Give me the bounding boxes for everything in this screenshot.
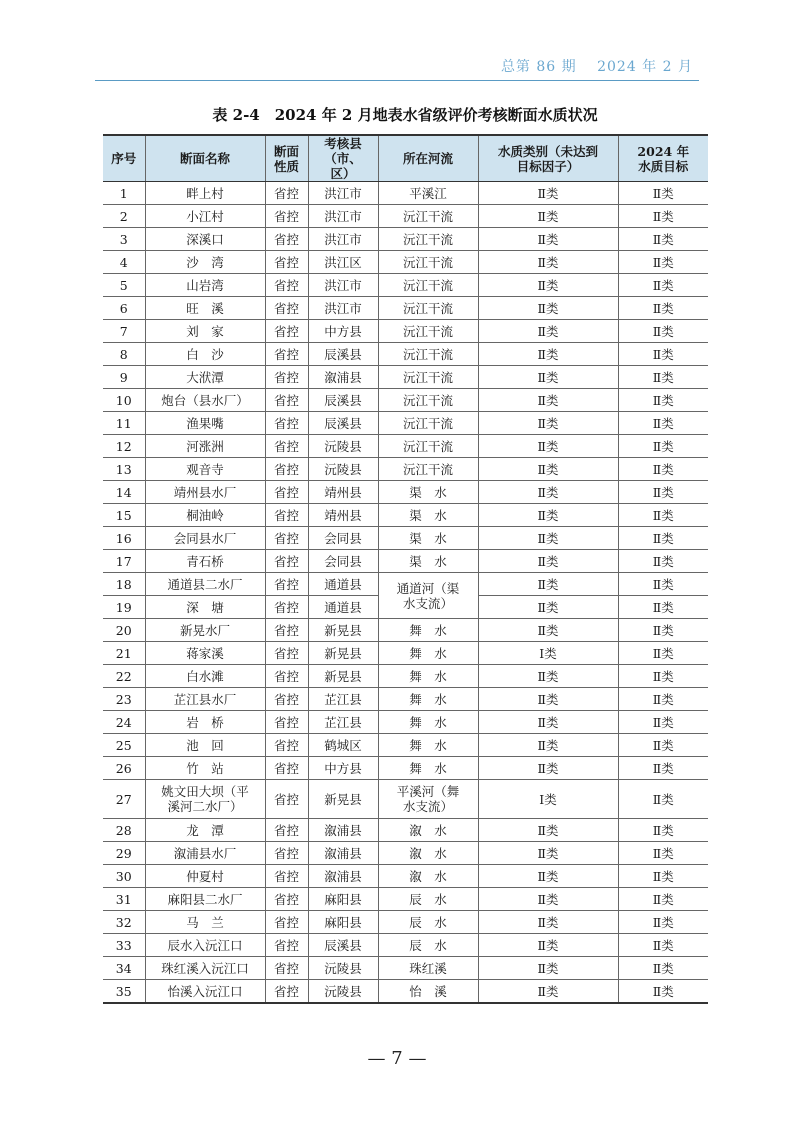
cell-no: 5 [103, 274, 145, 297]
cell-nature: 省控 [265, 297, 308, 320]
cell-target: Ⅱ类 [618, 596, 708, 619]
table-row [103, 757, 708, 780]
cell-name: 仲夏村 [145, 865, 265, 888]
cell-river: 辰 水 [378, 911, 478, 934]
cell-target: Ⅱ类 [618, 550, 708, 573]
cell-no: 11 [103, 412, 145, 435]
cell-nature: 省控 [265, 688, 308, 711]
cell-river: 沅江干流 [378, 435, 478, 458]
cell-county: 新晃县 [308, 619, 378, 642]
cell-county: 沅陵县 [308, 957, 378, 980]
cell-nature: 省控 [265, 320, 308, 343]
cell-county: 洪江市 [308, 205, 378, 228]
cell-name: 旺 溪 [145, 297, 265, 320]
cell-target: Ⅱ类 [618, 642, 708, 665]
table-row [103, 780, 708, 819]
cell-river: 溆 水 [378, 865, 478, 888]
cell-name: 岩 桥 [145, 711, 265, 734]
cell-no: 31 [103, 888, 145, 911]
cell-county: 通道县 [308, 596, 378, 619]
cell-quality: Ⅱ类 [478, 251, 618, 274]
cell-target: Ⅱ类 [618, 980, 708, 1004]
table-row [103, 865, 708, 888]
cell-county: 靖州县 [308, 504, 378, 527]
table-row [103, 934, 708, 957]
cell-nature: 省控 [265, 205, 308, 228]
cell-county: 辰溪县 [308, 934, 378, 957]
cell-quality: Ⅱ类 [478, 819, 618, 842]
table-row [103, 297, 708, 320]
cell-nature: 省控 [265, 780, 308, 819]
cell-river: 沅江干流 [378, 297, 478, 320]
cell-quality: Ⅱ类 [478, 842, 618, 865]
cell-name: 竹 站 [145, 757, 265, 780]
cell-name: 大洑潭 [145, 366, 265, 389]
cell-river: 渠 水 [378, 504, 478, 527]
cell-quality: Ⅱ类 [478, 205, 618, 228]
cell-river: 沅江干流 [378, 366, 478, 389]
cell-quality: Ⅱ类 [478, 596, 618, 619]
cell-name: 小江村 [145, 205, 265, 228]
table-header-row [103, 135, 708, 182]
cell-no: 7 [103, 320, 145, 343]
cell-nature: 省控 [265, 527, 308, 550]
cell-nature: 省控 [265, 182, 308, 205]
cell-nature: 省控 [265, 366, 308, 389]
table-row [103, 527, 708, 550]
cell-quality: Ⅱ类 [478, 734, 618, 757]
cell-nature: 省控 [265, 842, 308, 865]
table-row [103, 911, 708, 934]
cell-target: Ⅱ类 [618, 274, 708, 297]
cell-river: 舞 水 [378, 711, 478, 734]
cell-target: Ⅱ类 [618, 297, 708, 320]
col-header-target: 2024 年水质目标 [618, 135, 708, 182]
cell-nature: 省控 [265, 228, 308, 251]
cell-nature: 省控 [265, 888, 308, 911]
table-row [103, 389, 708, 412]
cell-quality: Ⅱ类 [478, 619, 618, 642]
cell-nature: 省控 [265, 412, 308, 435]
cell-county: 溆浦县 [308, 366, 378, 389]
cell-county: 新晃县 [308, 780, 378, 819]
cell-name: 白 沙 [145, 343, 265, 366]
cell-target: Ⅱ类 [618, 865, 708, 888]
cell-name: 沙 湾 [145, 251, 265, 274]
cell-no: 2 [103, 205, 145, 228]
cell-river: 沅江干流 [378, 412, 478, 435]
cell-river: 舞 水 [378, 757, 478, 780]
cell-no: 29 [103, 842, 145, 865]
cell-quality: Ⅱ类 [478, 228, 618, 251]
cell-nature: 省控 [265, 665, 308, 688]
cell-no: 15 [103, 504, 145, 527]
cell-quality: Ⅱ类 [478, 504, 618, 527]
cell-county: 溆浦县 [308, 819, 378, 842]
table-row [103, 504, 708, 527]
cell-quality: Ⅱ类 [478, 865, 618, 888]
cell-county: 辰溪县 [308, 412, 378, 435]
cell-quality: Ⅱ类 [478, 980, 618, 1004]
cell-no: 28 [103, 819, 145, 842]
cell-county: 会同县 [308, 527, 378, 550]
cell-quality: Ⅱ类 [478, 688, 618, 711]
page-number: — 7 — [367, 1048, 427, 1069]
table-row [103, 228, 708, 251]
cell-nature: 省控 [265, 642, 308, 665]
cell-name: 辰水入沅江口 [145, 934, 265, 957]
col-header-quality: 水质类别（未达到目标因子） [478, 135, 618, 182]
cell-nature: 省控 [265, 274, 308, 297]
cell-target: Ⅱ类 [618, 911, 708, 934]
cell-nature: 省控 [265, 504, 308, 527]
cell-name: 渔果嘴 [145, 412, 265, 435]
cell-nature: 省控 [265, 573, 308, 596]
cell-county: 沅陵县 [308, 980, 378, 1004]
cell-quality: Ⅱ类 [478, 957, 618, 980]
cell-quality: Ⅱ类 [478, 320, 618, 343]
cell-quality: Ⅱ类 [478, 911, 618, 934]
cell-no: 22 [103, 665, 145, 688]
cell-county: 溆浦县 [308, 865, 378, 888]
table-row [103, 435, 708, 458]
cell-river: 沅江干流 [378, 343, 478, 366]
cell-no: 8 [103, 343, 145, 366]
cell-name: 靖州县水厂 [145, 481, 265, 504]
cell-name: 蒋家溪 [145, 642, 265, 665]
cell-target: Ⅱ类 [618, 182, 708, 205]
cell-county: 中方县 [308, 757, 378, 780]
cell-name: 芷江县水厂 [145, 688, 265, 711]
cell-no: 23 [103, 688, 145, 711]
cell-target: Ⅱ类 [618, 665, 708, 688]
table-row [103, 320, 708, 343]
cell-target: Ⅱ类 [618, 711, 708, 734]
cell-river: 舞 水 [378, 688, 478, 711]
cell-no: 19 [103, 596, 145, 619]
cell-county: 洪江市 [308, 182, 378, 205]
cell-name: 珠红溪入沅江口 [145, 957, 265, 980]
cell-name: 深溪口 [145, 228, 265, 251]
cell-quality: Ⅱ类 [478, 757, 618, 780]
cell-no: 25 [103, 734, 145, 757]
cell-county: 中方县 [308, 320, 378, 343]
cell-quality: Ⅱ类 [478, 481, 618, 504]
cell-nature: 省控 [265, 734, 308, 757]
col-header-name: 断面名称 [145, 135, 265, 182]
table-row [103, 980, 708, 1004]
cell-name: 观音寺 [145, 458, 265, 481]
cell-no: 20 [103, 619, 145, 642]
cell-name: 青石桥 [145, 550, 265, 573]
table-row [103, 343, 708, 366]
cell-quality: Ⅱ类 [478, 573, 618, 596]
table-row [103, 819, 708, 842]
cell-nature: 省控 [265, 819, 308, 842]
cell-river: 沅江干流 [378, 251, 478, 274]
cell-no: 30 [103, 865, 145, 888]
cell-river: 怡 溪 [378, 980, 478, 1004]
col-header-nature: 断面性质 [265, 135, 308, 182]
cell-quality: Ⅱ类 [478, 297, 618, 320]
cell-target: Ⅱ类 [618, 757, 708, 780]
cell-no: 17 [103, 550, 145, 573]
col-header-county: 考核县（市、区） [308, 135, 378, 182]
table-row [103, 366, 708, 389]
cell-river: 渠 水 [378, 550, 478, 573]
cell-quality: Ⅱ类 [478, 182, 618, 205]
cell-no: 13 [103, 458, 145, 481]
cell-target: Ⅱ类 [618, 412, 708, 435]
cell-county: 靖州县 [308, 481, 378, 504]
table-row [103, 688, 708, 711]
cell-target: Ⅱ类 [618, 957, 708, 980]
cell-no: 14 [103, 481, 145, 504]
cell-quality: Ⅰ类 [478, 780, 618, 819]
cell-target: Ⅱ类 [618, 573, 708, 596]
cell-no: 35 [103, 980, 145, 1004]
table-row [103, 642, 708, 665]
cell-no: 33 [103, 934, 145, 957]
cell-no: 9 [103, 366, 145, 389]
cell-target: Ⅱ类 [618, 205, 708, 228]
cell-county: 洪江区 [308, 251, 378, 274]
cell-no: 10 [103, 389, 145, 412]
cell-target: Ⅱ类 [618, 389, 708, 412]
table-row [103, 619, 708, 642]
cell-nature: 省控 [265, 911, 308, 934]
cell-nature: 省控 [265, 343, 308, 366]
table-row [103, 412, 708, 435]
cell-target: Ⅱ类 [618, 527, 708, 550]
cell-no: 24 [103, 711, 145, 734]
cell-county: 麻阳县 [308, 911, 378, 934]
cell-name: 河涨洲 [145, 435, 265, 458]
cell-county: 沅陵县 [308, 458, 378, 481]
cell-no: 16 [103, 527, 145, 550]
cell-no: 26 [103, 757, 145, 780]
cell-name: 池 回 [145, 734, 265, 757]
cell-quality: Ⅱ类 [478, 888, 618, 911]
cell-county: 鹤城区 [308, 734, 378, 757]
table-row [103, 274, 708, 297]
table-row [103, 665, 708, 688]
cell-county: 麻阳县 [308, 888, 378, 911]
cell-target: Ⅱ类 [618, 934, 708, 957]
col-header-no: 序号 [103, 135, 145, 182]
cell-quality: Ⅱ类 [478, 665, 618, 688]
cell-target: Ⅱ类 [618, 888, 708, 911]
cell-river: 溆 水 [378, 819, 478, 842]
cell-nature: 省控 [265, 481, 308, 504]
cell-county: 通道县 [308, 573, 378, 596]
cell-no: 12 [103, 435, 145, 458]
cell-county: 辰溪县 [308, 389, 378, 412]
cell-river: 辰 水 [378, 934, 478, 957]
cell-no: 32 [103, 911, 145, 934]
table-row [103, 182, 708, 205]
cell-no: 34 [103, 957, 145, 980]
cell-nature: 省控 [265, 458, 308, 481]
cell-river: 舞 水 [378, 619, 478, 642]
cell-nature: 省控 [265, 711, 308, 734]
cell-quality: Ⅱ类 [478, 412, 618, 435]
table-row [103, 888, 708, 911]
table-row [103, 711, 708, 734]
cell-quality: Ⅱ类 [478, 458, 618, 481]
cell-no: 3 [103, 228, 145, 251]
cell-name: 山岩湾 [145, 274, 265, 297]
cell-name: 深 塘 [145, 596, 265, 619]
cell-river: 沅江干流 [378, 228, 478, 251]
cell-no: 21 [103, 642, 145, 665]
cell-name: 畔上村 [145, 182, 265, 205]
cell-quality: Ⅱ类 [478, 389, 618, 412]
cell-name: 桐油岭 [145, 504, 265, 527]
cell-nature: 省控 [265, 865, 308, 888]
cell-quality: Ⅱ类 [478, 435, 618, 458]
cell-nature: 省控 [265, 980, 308, 1004]
cell-county: 辰溪县 [308, 343, 378, 366]
cell-target: Ⅱ类 [618, 780, 708, 819]
cell-river: 舞 水 [378, 734, 478, 757]
cell-river: 平溪江 [378, 182, 478, 205]
table-row [103, 573, 708, 596]
cell-quality: Ⅱ类 [478, 366, 618, 389]
cell-no: 1 [103, 182, 145, 205]
cell-target: Ⅱ类 [618, 228, 708, 251]
cell-county: 洪江市 [308, 297, 378, 320]
cell-quality: Ⅱ类 [478, 934, 618, 957]
cell-no: 18 [103, 573, 145, 596]
cell-river: 通道河（渠水支流） [378, 573, 478, 619]
table-row [103, 957, 708, 980]
cell-target: Ⅱ类 [618, 819, 708, 842]
cell-target: Ⅱ类 [618, 481, 708, 504]
cell-river: 沅江干流 [378, 320, 478, 343]
cell-name: 新晃水厂 [145, 619, 265, 642]
cell-target: Ⅱ类 [618, 504, 708, 527]
cell-river: 珠红溪 [378, 957, 478, 980]
table-row [103, 550, 708, 573]
cell-name: 马 兰 [145, 911, 265, 934]
cell-county: 芷江县 [308, 688, 378, 711]
cell-quality: Ⅱ类 [478, 550, 618, 573]
cell-target: Ⅱ类 [618, 251, 708, 274]
cell-nature: 省控 [265, 389, 308, 412]
cell-nature: 省控 [265, 596, 308, 619]
running-header-text: 总第 86 期 2024 年 2 月 [500, 59, 693, 75]
cell-no: 6 [103, 297, 145, 320]
cell-nature: 省控 [265, 435, 308, 458]
cell-river: 辰 水 [378, 888, 478, 911]
cell-no: 4 [103, 251, 145, 274]
cell-river: 沅江干流 [378, 458, 478, 481]
col-header-river: 所在河流 [378, 135, 478, 182]
cell-name: 溆浦县水厂 [145, 842, 265, 865]
table-title: 表 2-4 2024 年 2 月地表水省级评价考核断面水质状况 [212, 106, 598, 124]
cell-target: Ⅱ类 [618, 842, 708, 865]
table-row [103, 481, 708, 504]
cell-name: 刘 家 [145, 320, 265, 343]
cell-river: 渠 水 [378, 481, 478, 504]
cell-county: 沅陵县 [308, 435, 378, 458]
cell-target: Ⅱ类 [618, 688, 708, 711]
cell-quality: Ⅱ类 [478, 343, 618, 366]
cell-name: 麻阳县二水厂 [145, 888, 265, 911]
cell-nature: 省控 [265, 934, 308, 957]
cell-river: 舞 水 [378, 665, 478, 688]
cell-river: 平溪河（舞水支流） [378, 780, 478, 819]
cell-county: 洪江市 [308, 228, 378, 251]
cell-quality: Ⅱ类 [478, 527, 618, 550]
cell-name: 白水滩 [145, 665, 265, 688]
cell-nature: 省控 [265, 757, 308, 780]
cell-target: Ⅱ类 [618, 619, 708, 642]
cell-county: 新晃县 [308, 642, 378, 665]
running-header [95, 56, 699, 81]
cell-nature: 省控 [265, 619, 308, 642]
cell-name: 会同县水厂 [145, 527, 265, 550]
cell-county: 溆浦县 [308, 842, 378, 865]
cell-nature: 省控 [265, 251, 308, 274]
cell-quality: Ⅱ类 [478, 274, 618, 297]
cell-target: Ⅱ类 [618, 435, 708, 458]
table-row [103, 251, 708, 274]
cell-river: 沅江干流 [378, 274, 478, 297]
cell-river: 溆 水 [378, 842, 478, 865]
table-body [103, 182, 708, 1004]
cell-target: Ⅱ类 [618, 366, 708, 389]
cell-river: 舞 水 [378, 642, 478, 665]
cell-name: 龙 潭 [145, 819, 265, 842]
cell-county: 会同县 [308, 550, 378, 573]
cell-nature: 省控 [265, 957, 308, 980]
table-row [103, 842, 708, 865]
cell-name: 怡溪入沅江口 [145, 980, 265, 1004]
table-row [103, 205, 708, 228]
cell-nature: 省控 [265, 550, 308, 573]
cell-river: 沅江干流 [378, 389, 478, 412]
cell-name: 通道县二水厂 [145, 573, 265, 596]
table-row [103, 734, 708, 757]
cell-county: 洪江市 [308, 274, 378, 297]
cell-name: 姚文田大坝（平溪河二水厂） [145, 780, 265, 819]
cell-county: 新晃县 [308, 665, 378, 688]
cell-target: Ⅱ类 [618, 320, 708, 343]
cell-target: Ⅱ类 [618, 734, 708, 757]
cell-river: 沅江干流 [378, 205, 478, 228]
cell-target: Ⅱ类 [618, 458, 708, 481]
cell-target: Ⅱ类 [618, 343, 708, 366]
cell-river: 渠 水 [378, 527, 478, 550]
table-row [103, 458, 708, 481]
cell-quality: Ⅰ类 [478, 642, 618, 665]
cell-county: 芷江县 [308, 711, 378, 734]
cell-no: 27 [103, 780, 145, 819]
cell-quality: Ⅱ类 [478, 711, 618, 734]
cell-name: 炮台（县水厂） [145, 389, 265, 412]
water-quality-table [103, 134, 708, 1004]
